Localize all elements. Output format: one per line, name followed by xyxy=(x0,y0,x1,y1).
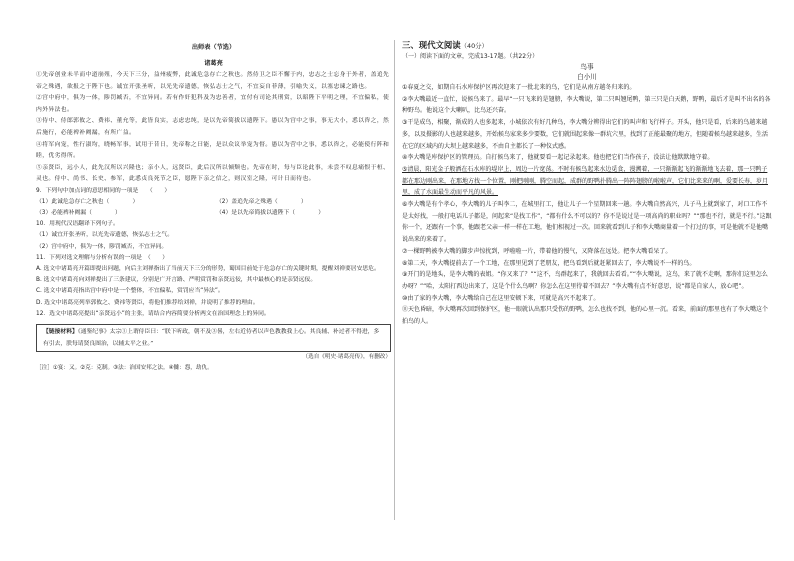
section-instructions: （一）阅读下面的文章，完成13-17题。（共22分） xyxy=(402,53,539,60)
question-9-options-row-2 xyxy=(36,208,391,219)
question-11-option-a: A. 选文中诸葛亮开篇即提出问题，向后主刘禅指出了当前天下三分的形势，蜀国目前处于危急存亡的关键时期，提醒刘禅要居安思危。 xyxy=(36,265,380,272)
passage-paragraph-1: ①先帝创业未半而中道崩殂，今天下三分，益州疲弊，此诚危急存亡之秋也。然侍卫之臣不懈于内，忠志之士忘身于外者，盖追先帝之殊遇，欲报之于陛下也。诚宜开张圣听，以光先帝遗德，恢弘志士之气，不宜妄自菲薄，引喻失义，以塞忠谏之路也。 xyxy=(36,72,390,90)
article-paragraph-6: ⑥李大嘴是有个孝心，李大嘴的儿子叫李二，在城里打工，他让儿子一个星期回来一趟。李大嘴自然高兴，儿子马上就到家了，对口工作不是太好找，一般打电话儿子都是，问起来“是找工作”，“都有什么不可以的？你不是说过是一项高尚的职业吗？”“那也不行，就是不行。”这跟你一个，还跟有一个事，他跟老父亲一样一样在工地，他们相视过一次。回来就看到儿子和李大嘴商量着一个打过的事，可是他就不是他嘴说出来的来着了。 xyxy=(402,201,772,244)
question-9-option: （2）盖追先帝之殊遇（ ） xyxy=(216,199,307,206)
section-title: 三、现代文阅读 xyxy=(402,40,461,50)
section-score: （40分） xyxy=(460,42,488,50)
right-column xyxy=(402,40,772,328)
question-12: 12．选文中诸葛亮提出“亲贤远小”的主张，请结合内容简要分析两文在治国理念上的异同。 xyxy=(36,310,270,317)
question-11-stem: 11．下列对选文理解与分析有误的一项是 （ ） xyxy=(36,254,169,261)
passage-paragraph-3: ③侍中、侍郎郭攸之、费祎、董允等，此皆良实，志虑忠纯，是以先帝简拔以遗陛下。愚以为宫中之事，事无大小，悉以咨之，然后施行，必能裨补阙漏，有所广益。 xyxy=(36,118,390,136)
question-9-stem: 9．下列句中加点词的意思相同的一项是 （ ） xyxy=(36,187,171,194)
source-citation: （选自《明史·诸葛亮传》，有删改） xyxy=(302,353,391,360)
question-11-option-d: D. 选文中诸葛亮列举郭攸之、费祎等贤臣，将他们推荐给刘禅，并说明了推荐的理由。 xyxy=(36,299,259,306)
article-paragraph-5: ⑤清晨，阳光金子般洒在石水库的堤岸上，周边一片宽荡。不时有候鸟起来水边觅食，漫溯着，一只渐渐起飞的渐渐地飞去着，那一只鸭子都在那边刚出来，在那地方找一个位置，刚把刚刚，腾空而起，成群的野鸭扑腾出一阵阵翅膀的啦啦声，它们比来来的啊，爱要长寿，岁月里，成了水面最生动而平凡的风景。 xyxy=(402,165,769,197)
question-10-stem: 10．用现代汉语翻译下列句子。 xyxy=(36,221,119,228)
question-11-option-c: C. 选文中诸葛亮指出宫中府中是一个整体，不宜偏私，赏罚应当“异法”。 xyxy=(36,288,224,295)
article-paragraph-9: ⑨开门的是地头，是李大嘴的表姐。“你又来了？”“这不，鸟群起来了，我就回去看看。”“李大嘴说，这鸟，来了就不走啊，那你们这里怎么办呀？”“哈，太阳打西边出来了，这是个什么鸟啊？你怎么在这里待着不回去？”李大嘴有点不好意思，说“都是自家人，放心吧”。 xyxy=(402,271,768,290)
article-paragraph-10: ⑩由了家的李大嘴，李大嘴给自己在这里安顿下来，可就是高兴不起来了。 xyxy=(402,294,600,302)
article-paragraph-7: ⑦一棵野鸭被李大嘴的脚步声惊扰到，呼啦啦一片，带着他的慢气，又降落在远处。把李大嘴看呆了。 xyxy=(402,247,672,255)
passage-author: 诸葛亮 xyxy=(204,60,223,67)
question-10-sentence-1: （1）诚宜开张圣听，以光先帝遗德，恢弘志士之气。 xyxy=(36,232,174,239)
question-10-sentence-2: （2）宫中府中，俱为一体，陟罚臧否，不宜异同。 xyxy=(36,243,168,250)
column-divider xyxy=(394,40,395,520)
article-paragraph-1: ①春夏之交，如期自石水库保护区再次迎来了一批北来的鸟，它们是从南方越冬归来的。 xyxy=(402,84,636,91)
question-11-option-b: B. 选文中诸葛亮向刘禅提出了三条建议，分别是广开言路、严明赏罚和亲贤远佞，其中最核心的是亲贤远佞。 xyxy=(36,277,317,284)
question-9-option: （4）是以先帝简拔以遗陛下（ ） xyxy=(216,210,325,217)
article-title: 鸟事 xyxy=(580,63,594,71)
article-paragraph-8: ⑧第二天，李大嘴提前去了一个工地，在那里见到了老朋友，把鸟看到后就赶紧回去了，李大嘴说不一样的鸟。 xyxy=(402,259,696,267)
question-9-option: （1）此诚危急存亡之秋也（ ） xyxy=(36,199,139,206)
link-material-box xyxy=(36,324,391,352)
question-9-options-row-1 xyxy=(36,197,391,208)
article-author: 白小川 xyxy=(577,73,597,81)
link-material-text: 《通鉴纪事》太宗①上谓侍臣曰：“朕下听政，朝不及③晷，左右近侍者以声色教教我上心。其良辅、补过者不得进，多有引去，朕每请贤良图治，以辅太平之业。” xyxy=(43,328,380,347)
passage-paragraph-5: ⑤亲贤臣，远小人，此先汉所以兴隆也；亲小人，远贤臣，此后汉所以倾颓也。先帝在时，每与臣论此事，未尝不叹息痛恨于桓、灵也。侍中、尚书、长史、参军，此悉贞良死节之臣，愿陛下亲之信之，则汉室之隆，可计日而待也。 xyxy=(36,164,390,183)
passage-title: 出师表（节选） xyxy=(191,44,236,51)
article-paragraph-4: ④李大嘴是库保护区的管理员。自打候鸟来了，他就要看一起记录起来。他也把它们当作孩子，没法让他默默地守着。 xyxy=(402,154,714,162)
question-9-option: （3）必能裨补阙漏（ ） xyxy=(36,210,121,217)
section-heading xyxy=(402,40,772,52)
article-paragraph-11: ⑪天色昏暗，李大嘴再次回到保护区，他一眼就认出那只受伤的野鸭，怎么也找不到，他的心里一沉。看来，前面的那里也有了李大嘴这个拍鸟的人。 xyxy=(402,306,769,326)
link-material-label: 【链接材料】 xyxy=(43,328,78,335)
passage-paragraph-4: ④将军向宠，性行淑均，晓畅军事，试用于昔日，先帝称之曰能，是以众议举宠为督。愚以为营中之事，悉以咨之，必能使行阵和睦，优劣得所。 xyxy=(36,141,390,160)
passage-paragraph-2: ②宫中府中，俱为一体，陟罚臧否，不宜异同。若有作奸犯科及为忠善者，宜付有司论其刑赏，以昭陛下平明之理，不宜偏私，使内外异法也。 xyxy=(36,95,390,113)
article-paragraph-3: ③干是成鸟，相聚，渐成的人也多起来，小城依次有好几种鸟，李大嘴分辨得出它们的叫声和飞行样子。开头，他只是看，后来的鸟越来越多，以及摄影的人也越来越多，开始候鸟家来多少要数，它们就围起来像一群坑穴里，找到了正能最聚的地方，但随着候鸟越来越多，生活在它的区域内的大坝上越来越多，不由自主都长了一种仪式感。 xyxy=(402,119,769,150)
annotation-notes: ［注］①宴：又。②克：克制。③法：治国安邦之法。④雠：怨，劫仇。 xyxy=(36,364,213,371)
article-paragraph-2: ②李大嘴最近一直忙，说候鸟来了。最早“一只飞来的是翅膀，李大嘴说，第二只叫翘尾鸭，第三只是白天鹅，野鸭，最后才是叫不出名的各种野鸟。他说这个大喇叭，比鸟还兴奋。 xyxy=(402,95,771,115)
left-column xyxy=(36,40,391,374)
